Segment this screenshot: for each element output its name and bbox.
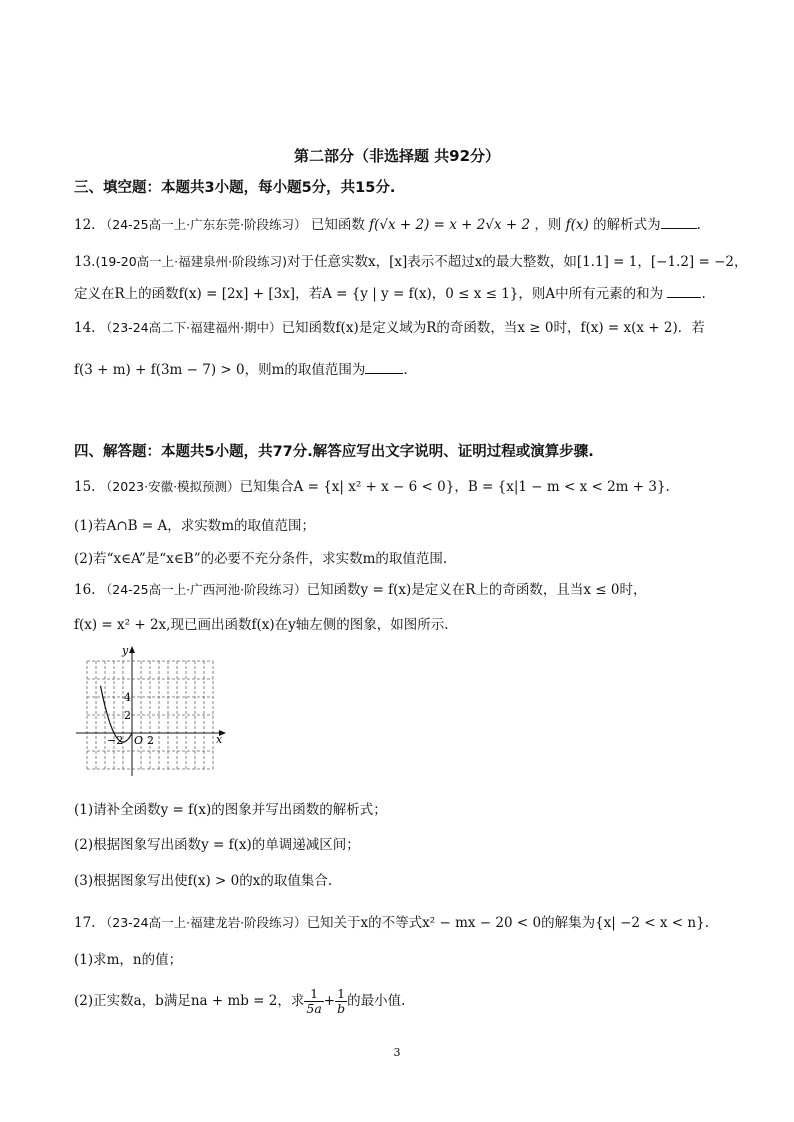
y-axis-label: y [122, 644, 129, 657]
section3-heading: 三、填空题：本题共3小题，每小题5分，共15分. [74, 180, 396, 196]
plus-sign: + [323, 993, 336, 1009]
q17-part1: (1)求m，n的值； [74, 952, 183, 968]
tick-label-y2: 2 [124, 709, 131, 722]
q14-line2-text: f(3 + m) + f(3m − 7) > 0，则m的取值范围为 [74, 362, 366, 378]
q15-source: （2023·安徽·模拟预测） [99, 479, 240, 494]
q12-fx: f(x) [565, 217, 589, 233]
q14-answer-blank[interactable] [365, 359, 403, 374]
fraction-1-over-5a: $\frac{1}{5a}$ [306, 986, 322, 1016]
q16-source: （24-25高一上·广西河池·阶段练习） [99, 582, 307, 597]
tick-label-x2: 2 [147, 734, 154, 747]
y-axis-arrow [129, 646, 135, 653]
x-axis-label: x [216, 733, 223, 746]
question-14-line1 [74, 318, 705, 338]
section4-heading: 四、解答题：本题共5小题，共77分.解答应写出文字说明、证明过程或演算步骤. [74, 444, 594, 460]
q12-text-b: ，则 [534, 217, 562, 233]
part-title: 第二部分（非选择题 共92分） [293, 147, 501, 165]
q12-text-a: 已知函数 [310, 217, 365, 233]
question-13-line2: 定义在R上的函数f(x) = [2x] + [3x]，若A = {y | y = f(x)，0 ≤ x ≤ 1}，则A中所有元素的和为 . [74, 283, 706, 304]
q16-part2: (2)根据图象写出函数y = f(x)的单调递减区间； [74, 837, 360, 853]
q13-source: (19-20高一上·福建泉州·阶段练习) [95, 254, 288, 269]
q14-line1-text: 已知函数f(x)是定义域为R的奇函数，当x ≥ 0时，f(x) = x(x + 2)．若 [281, 320, 705, 336]
tick-label-x-neg2: −2 [107, 734, 124, 747]
question-12: 12. （24-25高一上·广东东莞·阶段练习） 已知函数 f(√x + 2) = x + 2√x + 2 ，则 f(x) 的解析式为 . [74, 214, 701, 235]
q17-part2 [74, 986, 405, 1016]
q17-number: 17. [74, 915, 96, 931]
origin-label: O [134, 734, 144, 747]
question-13-line1 [74, 252, 748, 272]
q13-number: 13. [74, 254, 96, 270]
q15-number: 15. [74, 479, 96, 495]
q17-source: （23-24高一上·福建龙岩·阶段练习） [99, 915, 307, 930]
page-number: 3 [393, 1046, 401, 1059]
q17-part2-text-b: 的最小值. [347, 993, 406, 1009]
q17-line1-text: 已知关于x的不等式x² − mx − 20 < 0的解集为{x| −2 < x < n}. [306, 915, 709, 931]
q12-formula: f(√x + 2) = x + 2√x + 2 [369, 217, 531, 233]
q16-line1-text: 已知函数y = f(x)是定义在R上的奇函数，且当x ≤ 0时， [306, 582, 647, 598]
q13-line2-text: 定义在R上的函数f(x) = [2x] + [3x]，若A = {y | y = f(x)，0 ≤ x ≤ 1}，则A中所有元素的和为 [74, 286, 664, 302]
q15-part1: (1)若A∩B = A，求实数m的取值范围； [74, 518, 316, 534]
question-16-line2: f(x) = x² + 2x,现已画出函数f(x)在y轴左侧的图象，如图所示. [74, 617, 449, 633]
q17-part2-text-a: (2)正实数a，b满足na + mb = 2，求 [74, 993, 305, 1009]
q14-number: 14. [74, 320, 96, 336]
q12-number: 12. [74, 217, 96, 233]
q15-part2: (2)若“x∈A”是“x∈B”的必要不充分条件，求实数m的取值范围. [74, 551, 448, 567]
graph-grid [87, 661, 213, 769]
tick-label-y4: 4 [124, 691, 131, 704]
q12-text-c: 的解析式为 [593, 217, 661, 233]
q16-part3: (3)根据图象写出使f(x) > 0的x的取值集合. [74, 873, 333, 889]
q13-answer-blank[interactable] [667, 283, 701, 298]
q15-stem: 已知集合A = {x| x² + x − 6 < 0}，B = {x|1 − m < x < 2m + 3}. [239, 479, 670, 495]
question-16-line1 [74, 580, 647, 600]
q13-line1-text: 对于任意实数x，[x]表示不超过x的最大整数，如[1.1] = 1，[−1.2] = −2， [287, 254, 748, 270]
q16-number: 16. [74, 582, 96, 598]
question-14-line2: f(3 + m) + f(3m − 7) > 0，则m的取值范围为 . [74, 359, 408, 380]
q14-source: （23-24高二下·福建福州·期中） [99, 320, 282, 335]
fraction-1-over-b: $\frac{1}{b}$ [337, 986, 346, 1016]
q16-part1: (1)请补全函数y = f(x)的图象并写出函数的解析式； [74, 802, 387, 818]
question-17 [74, 913, 709, 933]
question-15 [74, 477, 670, 497]
q16-function-graph [72, 642, 232, 780]
q12-answer-blank[interactable] [661, 214, 697, 229]
q12-source: （24-25高一上·广东东莞·阶段练习） [99, 217, 307, 232]
